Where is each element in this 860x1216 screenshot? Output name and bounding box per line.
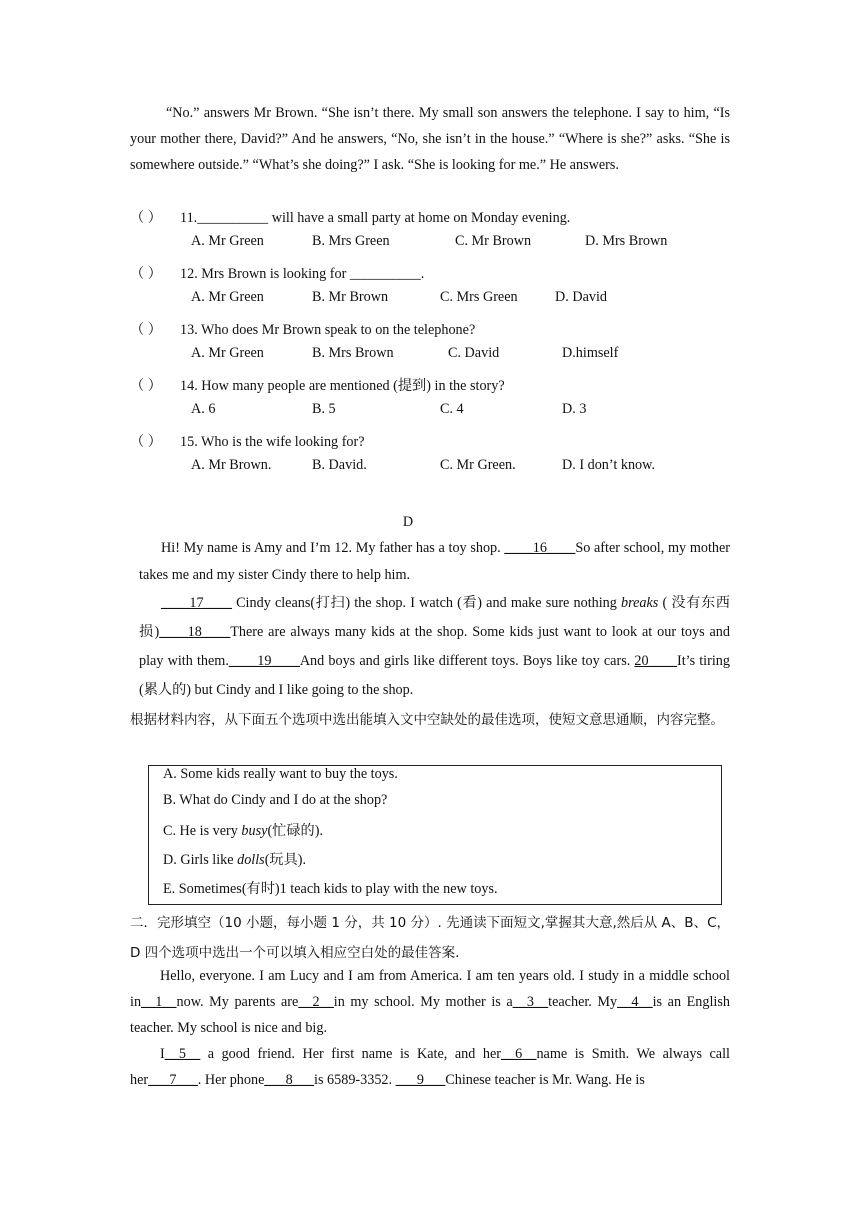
- option-b: B. David.: [312, 457, 367, 473]
- question-15-options: [191, 457, 731, 483]
- option-c: C. 4: [440, 401, 464, 417]
- box-option-b: B. What do Cindy and I do at the shop?: [163, 792, 388, 808]
- italic-word: breaks: [621, 595, 659, 611]
- answer-paren[interactable]: （ ）: [130, 378, 162, 394]
- option-a: A. Mr Green: [191, 233, 264, 249]
- text: Hello, everyone. I am Lucy and I am from America. I am ten years old. I study in a middle school in: [130, 968, 730, 1010]
- question-stem: 12. Mrs Brown is looking for __________.: [180, 266, 425, 282]
- blank-19[interactable]: ____19____: [228, 653, 300, 669]
- option-d: D. Mrs Brown: [585, 233, 668, 249]
- option-a: A. 6: [191, 401, 216, 417]
- text: teacher. My: [548, 994, 618, 1010]
- italic-word: dolls: [237, 852, 265, 868]
- option-c: C. Mr Brown: [455, 233, 532, 249]
- option-c: C. David: [448, 345, 500, 361]
- question-12-options: [191, 289, 731, 315]
- option-d: D. 3: [562, 401, 587, 417]
- question-stem: 15. Who is the wife looking for?: [180, 434, 365, 450]
- answer-paren[interactable]: （ ）: [130, 434, 162, 450]
- option-d: D. I don’t know.: [562, 457, 656, 473]
- question-11-options: [191, 233, 731, 259]
- option-a: A. Mr Green: [191, 345, 264, 361]
- box-option-a: A. Some kids really want to buy the toys.: [163, 766, 398, 782]
- question-13-options: [191, 345, 731, 371]
- answer-paren[interactable]: （ ）: [130, 322, 162, 338]
- question-stem: 13. Who does Mr Brown speak to on the telephone?: [180, 322, 476, 338]
- box-option-e: E. Sometimes(有时)1 teach kids to play with the new toys.: [163, 881, 498, 897]
- box-option-d: [163, 849, 306, 869]
- option-b: B. Mrs Green: [312, 233, 390, 249]
- text: is an English teacher. My school is nice and big.: [130, 994, 730, 1036]
- option-a: A. Mr Brown.: [191, 457, 272, 473]
- blank-17[interactable]: ____17____: [161, 595, 232, 611]
- blank-2[interactable]: __2__: [298, 994, 334, 1010]
- section-d-paragraph-1: [139, 535, 730, 589]
- text: There are always many kids at the shop. Some kids just want to look at our toys and play with them.: [139, 624, 730, 669]
- blank-6[interactable]: __6__: [500, 1046, 537, 1062]
- option-b: B. Mrs Brown: [312, 345, 394, 361]
- passage-c-text: “No.” answers Mr Brown. “She isn’t there. My small son answers the telephone. I say to him, “Is your mother there, David?” And he answers, “No, she isn’t in the house.” “Where is she?” asks. “She is somewhere outside.” “What’s she doing?” I ask. “She is looking for me.” He answers.: [130, 105, 730, 173]
- blank-7[interactable]: ___7___: [148, 1072, 198, 1088]
- blank-18[interactable]: ____18____: [159, 624, 231, 640]
- text: D. Girls like: [163, 852, 238, 868]
- section-2-title: 二．完形填空（10 小题，每小题 1 分，共 10 分）. 先通读下面短文,掌握其大意,然后从 A、B、C， D 四个选项中选出一个可以填入相应空白处的最佳答案.: [130, 915, 730, 961]
- text: Cindy cleans(打扫) the shop. I watch (看) and make sure nothing: [231, 595, 622, 611]
- question-13: [130, 317, 730, 343]
- text: So after school, my mother takes me and my sister Cindy there to help him.: [139, 540, 731, 583]
- answer-paren[interactable]: （ ）: [130, 266, 162, 282]
- blank-4[interactable]: __4__: [617, 994, 653, 1010]
- blank-3[interactable]: __3__: [512, 994, 549, 1010]
- blank-1[interactable]: __1__: [141, 994, 177, 1010]
- text: in my school. My mother is a: [333, 994, 513, 1010]
- section-d-instruction: 根据材料内容，从下面五个选项中选出能填入文中空缺处的最佳选项，使短文意思通顺，内容完整。: [130, 712, 724, 728]
- text: . Her phone: [197, 1072, 265, 1088]
- text: now. My parents are: [176, 994, 299, 1010]
- question-14: [130, 373, 730, 399]
- option-c: C. Mr Green.: [440, 457, 516, 473]
- option-d: D.himself: [562, 345, 619, 361]
- text: Hi! My name is Amy and I’m 12. My father has a toy shop.: [161, 540, 505, 556]
- cloze-paragraph-2: [130, 1041, 730, 1093]
- blank-5[interactable]: __5__: [164, 1046, 201, 1062]
- option-d: D. David: [555, 289, 608, 305]
- blank-9[interactable]: ___9___: [395, 1072, 446, 1088]
- text: Chinese teacher is Mr. Wang. He is: [445, 1072, 645, 1088]
- option-a: A. Mr Green: [191, 289, 264, 305]
- question-stem: 14. How many people are mentioned (提到) in the story?: [180, 378, 505, 394]
- section-d-paragraph-2: [139, 589, 730, 705]
- question-15: [130, 429, 730, 455]
- cloze-paragraph-1: [130, 963, 730, 1041]
- text: name is Smith. We always call her: [130, 1046, 730, 1088]
- text: And boys and girls like different toys. Boys like toy cars.: [299, 653, 635, 669]
- option-c: C. Mrs Green: [440, 289, 518, 305]
- option-b: B. Mr Brown: [312, 289, 389, 305]
- answer-paren[interactable]: （ ）: [130, 210, 162, 226]
- text: I: [160, 1046, 165, 1062]
- section-d-heading: D: [402, 514, 414, 530]
- text: (忙碌的).: [267, 823, 323, 839]
- question-12: [130, 261, 730, 287]
- option-b: B. 5: [312, 401, 336, 417]
- text: is 6589-3352.: [314, 1072, 396, 1088]
- text: (玩具).: [264, 852, 307, 868]
- italic-word: busy: [241, 823, 268, 839]
- blank-20[interactable]: 20____: [634, 653, 677, 669]
- question-11: [130, 205, 730, 231]
- question-14-options: [191, 401, 731, 427]
- text: It’s tiring (累人的) but Cindy and I like going to the shop.: [139, 653, 730, 698]
- question-stem: 11.__________ will have a small party at home on Monday evening.: [180, 210, 571, 226]
- box-option-c: [163, 820, 323, 840]
- text: C. He is very: [163, 823, 242, 839]
- text: ( 没有东西损): [139, 595, 730, 640]
- blank-8[interactable]: ___8___: [264, 1072, 315, 1088]
- options-box: [148, 765, 722, 905]
- blank-16[interactable]: ____16____: [504, 540, 576, 556]
- text: a good friend. Her first name is Kate, and her: [200, 1046, 501, 1062]
